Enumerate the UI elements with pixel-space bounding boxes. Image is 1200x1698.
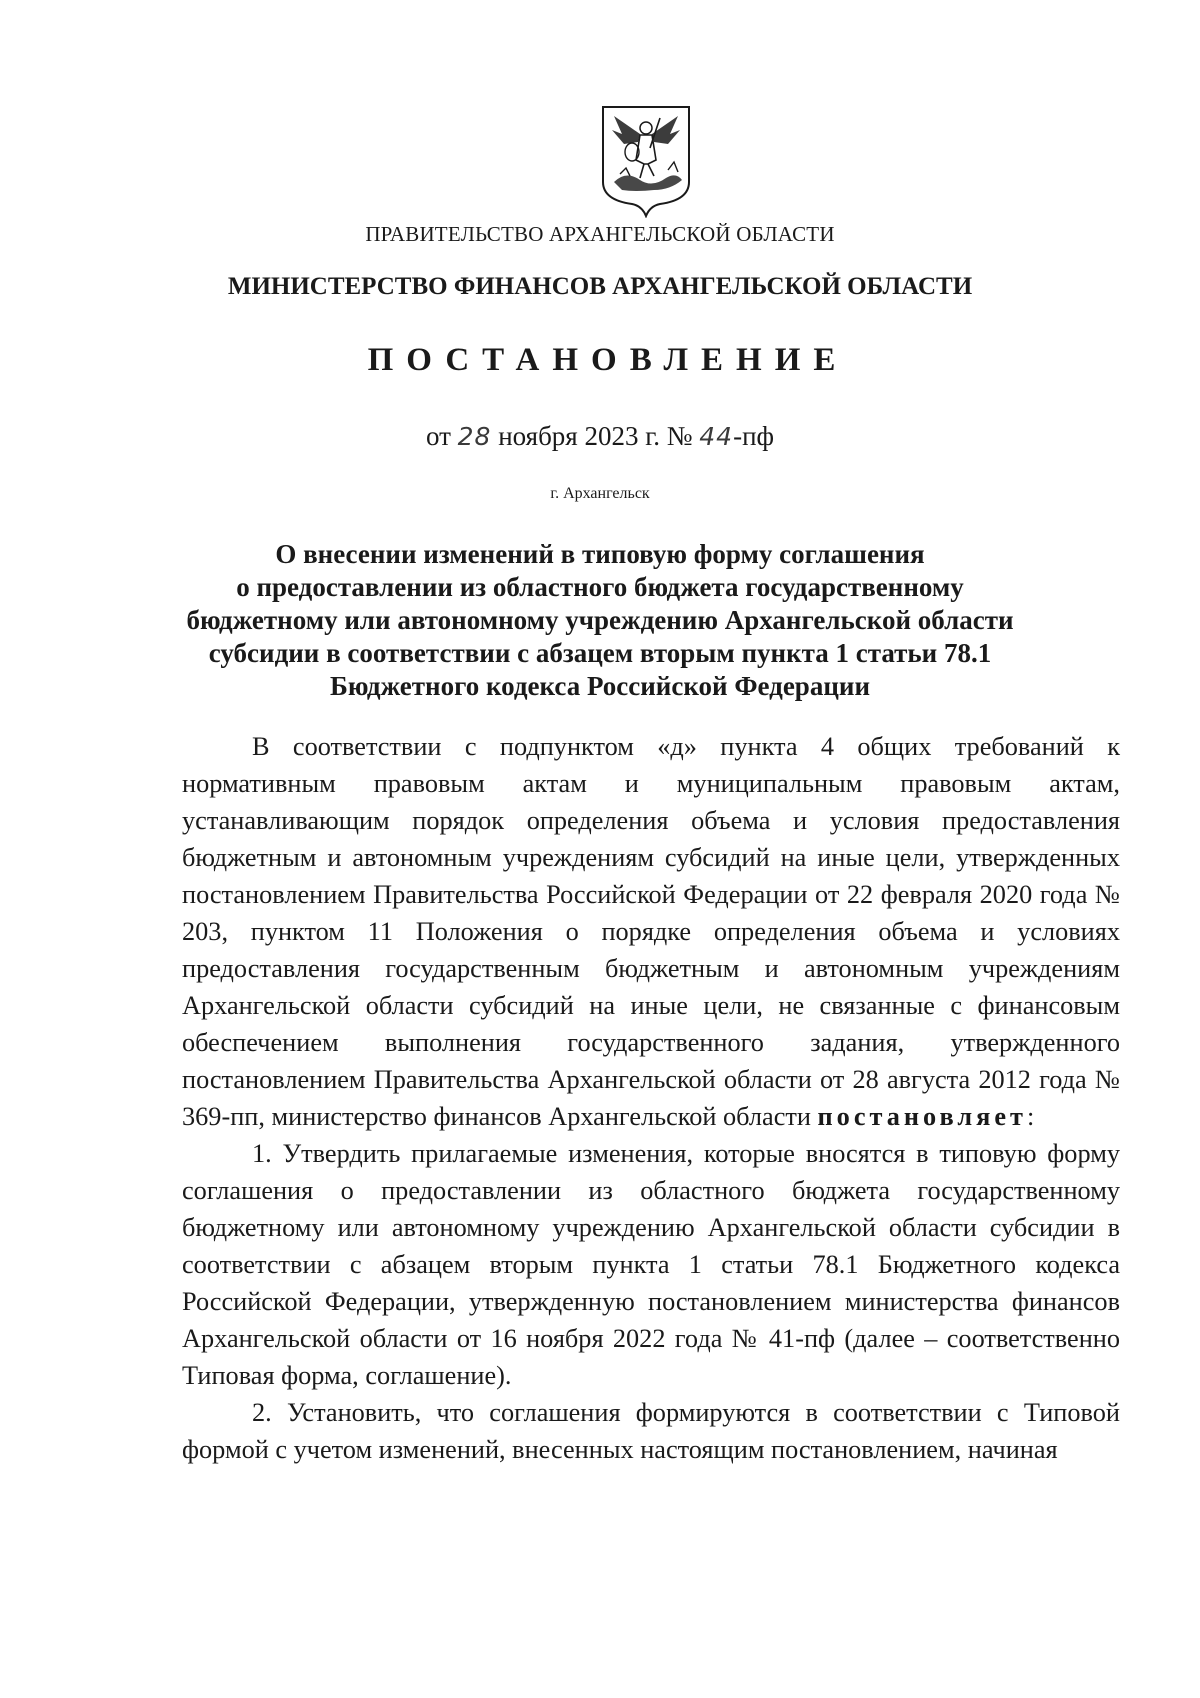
number-suffix: -пф [733, 421, 775, 451]
handwritten-day: 28 [457, 422, 492, 451]
month-year: ноября 2023 г. № [498, 421, 693, 451]
preamble-text: В соответствии с подпунктом «д» пункта 4 общих требований к нормативным правовым актам и муниципальным правовым актам, устанавливающим порядок определения объема и условия предоставления бюджетным и автономным учреждениям субсидий на иные цели, утвержденных постановлением Правительства Российской Федерации от 22 февраля 2020 года № 203, пунктом 11 Положения о порядке определения объема и условиях предоставления государственным бюджетным и автономным учреждениям Архангельской области субсидий на иные цели, не связанные с финансовым обеспечением выполнения государственного задания, утвержденного постановлением Правительства Архангельской области от 28 августа 2012 года № 369-пп, министерство финансов Архангельской области [182, 732, 1120, 1131]
title-line: субсидии в соответствии с абзацем вторым пункта 1 статьи 78.1 [208, 638, 992, 668]
item-2-paragraph: 2. Установить, что соглашения формируются в соответствии с Типовой формой с учетом изменений, внесенных настоящим постановлением, начиная [182, 1398, 1120, 1464]
date-prefix: от [425, 421, 451, 451]
ministry-name: МИНИСТЕРСТВО ФИНАНСОВ АРХАНГЕЛЬСКОЙ ОБЛАСТИ [227, 273, 973, 300]
document-body [182, 728, 1120, 1468]
decree-word: постановляет [817, 1102, 1027, 1131]
document-type-heading: ПОСТАНОВЛЕНИЕ [367, 342, 849, 378]
title-line: бюджетному или автономному учреждению Архангельской области [186, 605, 1014, 635]
city-name: г. Архангельск [550, 485, 650, 502]
document-title [0, 538, 1200, 703]
title-line: О внесении изменений в типовую форму соглашения [275, 539, 925, 569]
item-1-paragraph: 1. Утвердить прилагаемые изменения, которые вносятся в типовую форму соглашения о предоставлении из областного бюджета государственному бюджетному или автономному учреждению Архангельской области субсидии в соответствии с абзацем вторым пункта 1 статьи 78.1 Бюджетного кодекса Российской Федерации, утвержденную постановлением министерства финансов Архангельской области от 16 ноября 2022 года № 41-пф (далее – соответственно Типовая форма, соглашение). [182, 1139, 1120, 1390]
handwritten-number: 44 [699, 422, 734, 451]
preamble-paragraph [182, 728, 1120, 1135]
date-and-number-line [0, 421, 1200, 452]
coat-of-arms-icon [600, 104, 692, 218]
government-name: ПРАВИТЕЛЬСТВО АРХАНГЕЛЬСКОЙ ОБЛАСТИ [365, 222, 835, 246]
title-line: Бюджетного кодекса Российской Федерации [329, 671, 870, 701]
preamble-end: : [1026, 1102, 1035, 1131]
title-line: о предоставлении из областного бюджета государственному [236, 572, 964, 602]
